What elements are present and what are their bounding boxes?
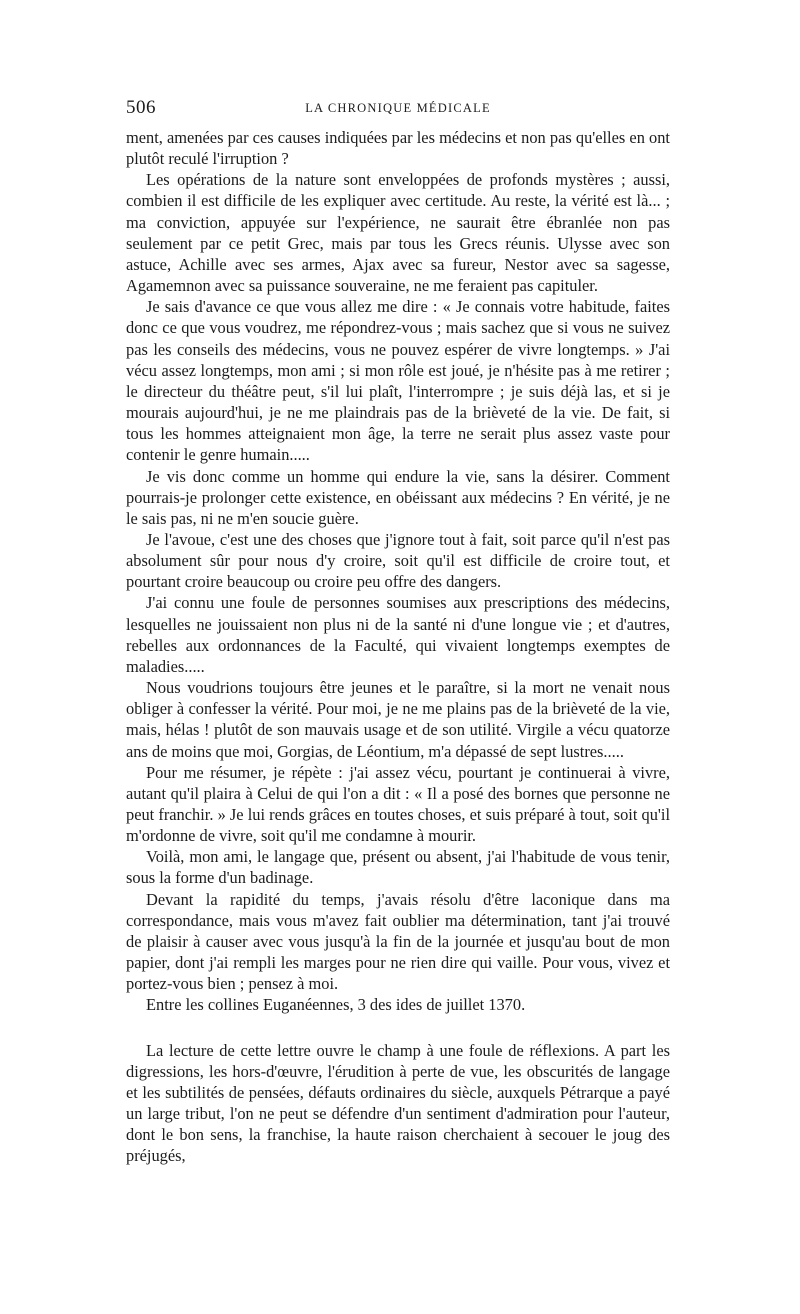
paragraph-12: La lecture de cette lettre ouvre le champ à une foule de réflexions. A part les digressions, les hors-d'œuvre, l'érudition à perte de vue, les obscurités de langage et les subtilités de pensées, défauts ordinaires du siècle, auxquels Pétrarque a payé un large tribut, l'on ne peut se défendre d'un sentiment d'admiration pour l'auteur, dont le bon sens, la franchise, la haute raison cherchaient à secouer le joug des préjugés, bbox=[126, 1040, 670, 1166]
paragraph-6: J'ai connu une foule de personnes soumises aux prescriptions des médecins, lesquelles ne jouissaient non plus ni de la santé ni d'une longue vie ; et d'autres, rebelles aux ordonnances de la Faculté, qui vivaient longtemps exemptes de maladies..... bbox=[126, 593, 670, 676]
document-page bbox=[126, 97, 670, 1167]
paragraph-10: Devant la rapidité du temps, j'avais résolu d'être laconique dans ma correspondance, mais vous m'avez fait oublier ma détermination, tant j'ai trouvé de plaisir à causer avec vous jusqu'à la fin de la journée et jusqu'au bout de mon papier, dont j'ai rempli les marges pour ne rien dire qui vaille. Pour vous, vivez et portez-vous bien ; pensez à moi. bbox=[126, 889, 670, 994]
body-text bbox=[126, 127, 670, 1167]
letter-dateline: Entre les collines Euganéennes, 3 des ides de juillet 1370. bbox=[146, 995, 526, 1015]
paragraph-9: Voilà, mon ami, le langage que, présent ou absent, j'ai l'habitude de vous tenir, sous la forme d'un badinage. bbox=[126, 847, 670, 888]
page-number: 506 bbox=[126, 97, 156, 118]
paragraph-5: Je l'avoue, c'est une des choses que j'ignore tout à fait, soit parce qu'il n'est pas absolument sûr pour nous d'y croire, soit qu'il est difficile de croire tout, et pourtant croire beaucoup ou croire peu offre des dangers. bbox=[126, 529, 670, 592]
paragraph-7: Nous voudrions toujours être jeunes et le paraître, si la mort ne venait nous obliger à confesser la vérité. Pour moi, je ne me plains pas de la brièveté de la vie, mais, hélas ! plutôt de son mauvais usage et de son utilité. Virgile a vécu quatorze ans de moins que moi, Gorgias, de Léontium, m'a dépassé de sept lustres..... bbox=[126, 678, 670, 761]
paragraph-3: Je sais d'avance ce que vous allez me dire : « Je connais votre habitude, faites donc ce que vous voudrez, me répondrez-vous ; mais sachez que si vous ne suivez pas les conseils des médecins, vous ne pouvez espérer de vivre longtemps. » J'ai vécu assez longtemps, mon ami ; si mon rôle est joué, je n'hésite pas à me retirer ; le directeur du théâtre peut, s'il lui plaît, l'interrompre ; je suis déjà las, et si je mourais aujourd'hui, je ne me plaindrais pas de la brièveté de la vie. De fait, si tous les hommes atteignaient mon âge, la terre ne serait plus assez vaste pour contenir le genre humain..... bbox=[126, 297, 670, 465]
running-title: LA CHRONIQUE MÉDICALE bbox=[305, 101, 491, 115]
paragraph-1: ment, amenées par ces causes indiquées par les médecins et non pas qu'elles en ont plutôt reculé l'irruption ? bbox=[126, 128, 670, 169]
paragraph-2: Les opérations de la nature sont enveloppées de profonds mystères ; aussi, combien il est difficile de les expliquer avec certitude. Au reste, la vérité est là... ; ma conviction, appuyée sur l'expérience, ne saurait être ébranlée non pas seulement par ce petit Grec, mais par tous les Grecs réunis. Ulysse avec son astuce, Achille avec ses armes, Ajax avec sa fureur, Nestor avec sa sagesse, Agamemnon avec sa puissance souveraine, ne me feraient pas capituler. bbox=[126, 170, 670, 296]
paragraph-8: Pour me résumer, je répète : j'ai assez vécu, pourtant je continuerai à vivre, autant qu'il plaira à Celui de qui l'on a dit : « Il a posé des bornes que personne ne peut franchir. » Je lui rends grâces en toutes choses, et suis préparé à tout, soit qu'il m'ordonne de vivre, soit qu'il me condamne à mourir. bbox=[126, 762, 670, 846]
running-head bbox=[126, 97, 670, 127]
paragraph-4: Je vis donc comme un homme qui endure la vie, sans la désirer. Comment pourrais-je prolonger cette existence, en obéissant aux médecins ? En vérité, je ne le sais pas, ni ne m'en soucie guère. bbox=[126, 466, 670, 528]
